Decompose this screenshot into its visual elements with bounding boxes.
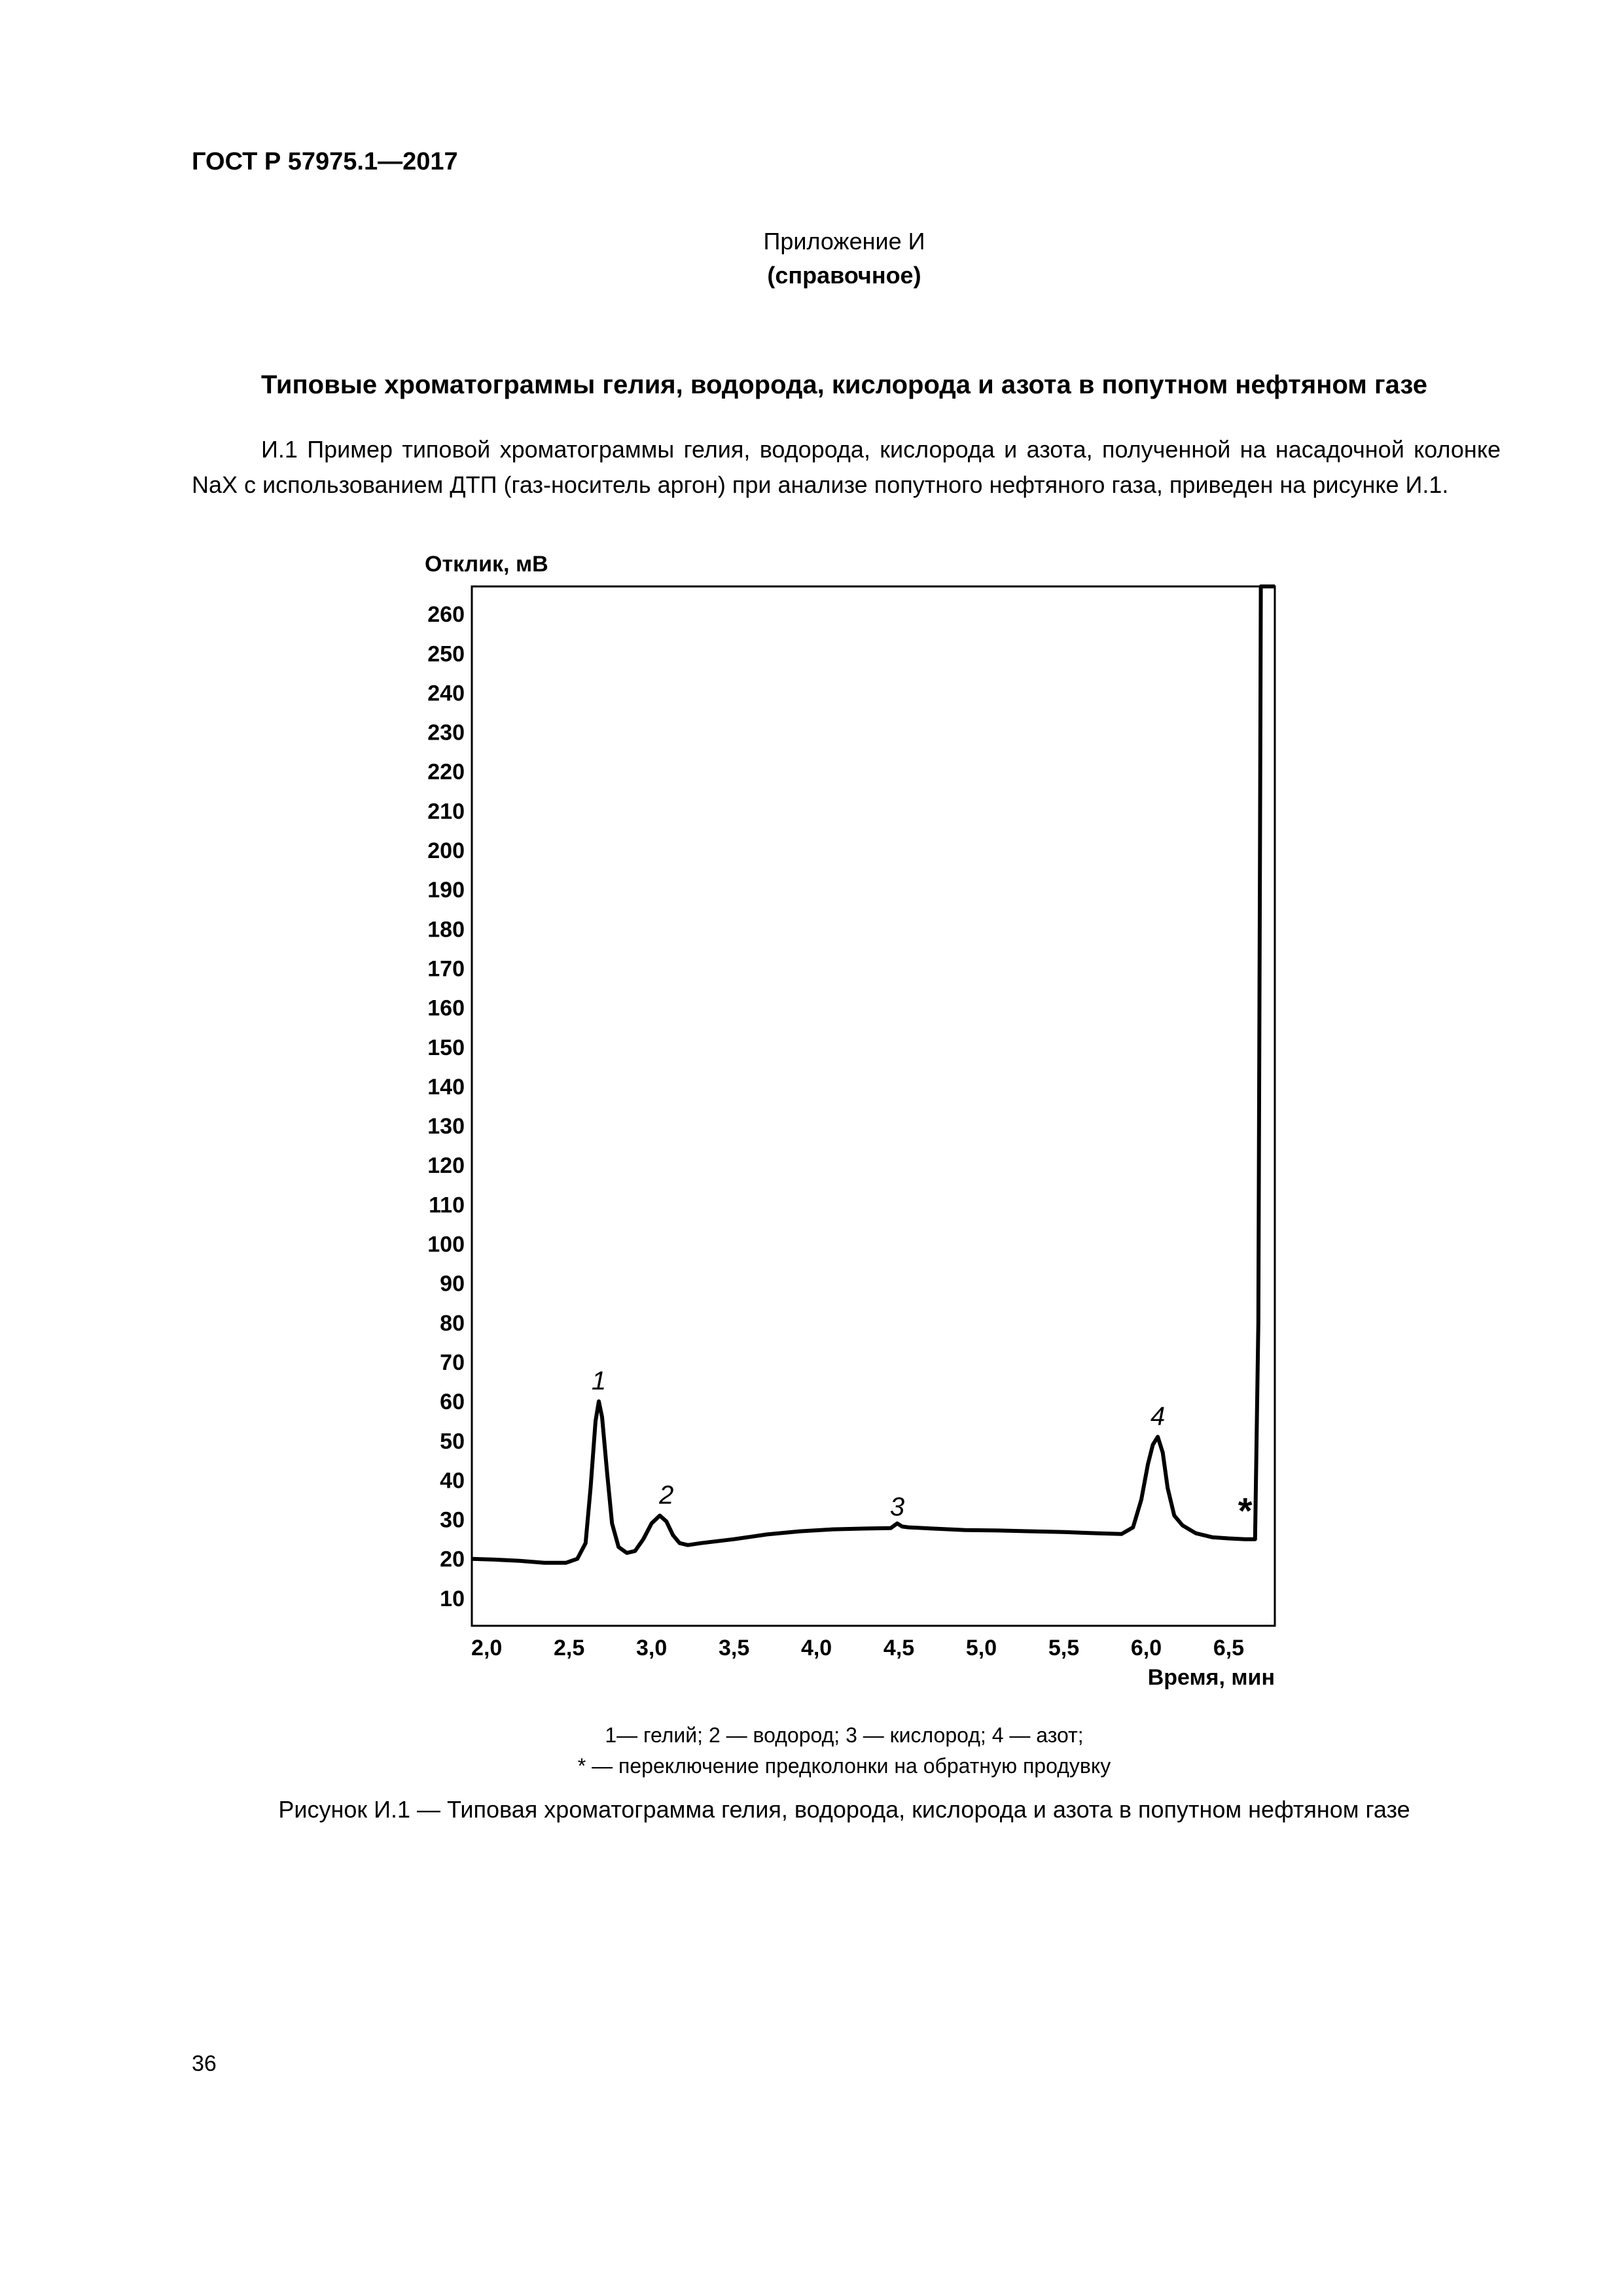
y-tick-label: 110: [429, 1193, 465, 1218]
y-tick-label: 20: [440, 1547, 465, 1572]
x-axis-label: Время, мин: [1147, 1665, 1275, 1690]
x-tick-label: 4,5: [883, 1636, 915, 1660]
y-tick-label: 80: [440, 1310, 465, 1336]
x-tick-label: 5,0: [965, 1636, 997, 1660]
peak-label: 3: [889, 1492, 905, 1522]
y-tick-label: 50: [440, 1429, 465, 1454]
y-tick-label: 250: [427, 641, 465, 667]
x-tick-label: 5,5: [1048, 1636, 1080, 1660]
x-tick-label: 2,0: [471, 1636, 503, 1660]
y-tick-label: 40: [440, 1468, 465, 1494]
y-tick-label: 60: [440, 1390, 465, 1415]
y-tick-label: 10: [440, 1586, 465, 1611]
figure-caption: Рисунок И.1 — Типовая хроматограмма гелия, водорода, кислорода и азота в попутном нефтяном газе: [278, 1796, 1410, 1823]
x-tick-label: 6,0: [1130, 1636, 1162, 1660]
y-tick-label: 220: [427, 759, 465, 785]
y-tick-label: 180: [427, 917, 465, 942]
appendix-status: (справочное): [767, 262, 921, 289]
y-tick-label: 230: [427, 720, 465, 745]
y-tick-label: 150: [427, 1035, 465, 1060]
y-tick-label: 90: [440, 1271, 465, 1297]
x-tick-label: 2,5: [554, 1636, 585, 1660]
peak-label: 2: [659, 1480, 674, 1510]
y-tick-label: 30: [440, 1507, 465, 1533]
peak-label: *: [1238, 1490, 1253, 1532]
appendix-title: Приложение И: [763, 228, 925, 255]
y-tick-label: 210: [427, 798, 465, 824]
body-paragraph: И.1 Пример типовой хроматограммы гелия, водорода, кислорода и азота, полученной на насадочной колонке NaX с использованием ДТП (газ-носитель аргон) при анализе попутного нефтяного газа, приведен на рисунке И.1.: [192, 436, 1501, 498]
y-tick-label: 140: [427, 1074, 465, 1100]
x-tick-label: 3,0: [635, 1636, 668, 1660]
x-tick-label: 3,5: [718, 1636, 750, 1660]
y-tick-label: 160: [427, 996, 465, 1021]
document-standard-header: ГОСТ Р 57975.1—2017: [192, 148, 458, 175]
y-axis-label: Отклик, мВ: [425, 552, 548, 577]
legend-line-2: * — переключение предколонки на обратную продувку: [577, 1754, 1111, 1778]
x-tick-label: 4,0: [800, 1636, 832, 1660]
peak-label: 1: [591, 1367, 607, 1396]
peak-label: 4: [1150, 1402, 1166, 1431]
legend-line-1: 1— гелий; 2 — водород; 3 — кислород; 4 — азот;: [605, 1723, 1084, 1747]
section-title: Типовые хроматограммы гелия, водорода, кислорода и азота в попутном нефтяном газе: [261, 370, 1427, 399]
y-tick-label: 100: [427, 1232, 465, 1257]
page-number: 36: [192, 2051, 217, 2076]
y-tick-label: 170: [427, 956, 465, 982]
y-tick-label: 130: [427, 1114, 465, 1139]
y-tick-label: 200: [427, 838, 465, 864]
y-tick-label: 240: [427, 681, 465, 706]
y-tick-label: 260: [427, 602, 465, 628]
y-tick-label: 190: [427, 878, 465, 903]
y-tick-label: 70: [440, 1350, 465, 1375]
x-tick-label: 6,5: [1213, 1636, 1245, 1660]
y-tick-label: 120: [427, 1153, 465, 1179]
